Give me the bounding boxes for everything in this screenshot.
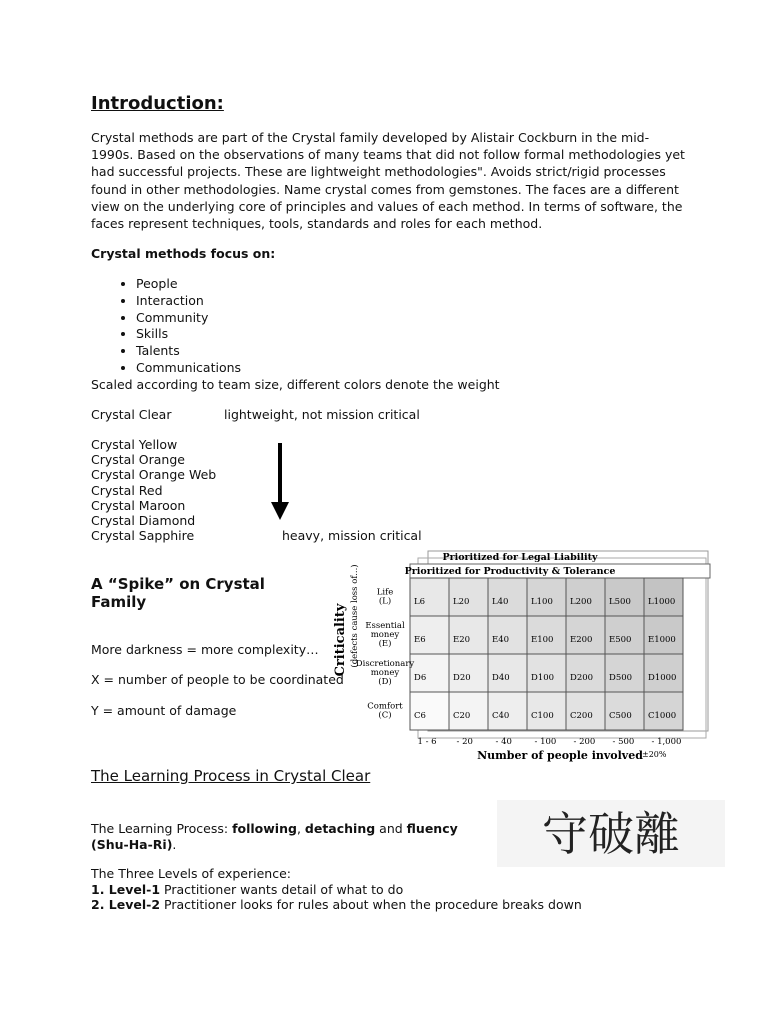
row-code: (C)	[378, 710, 392, 721]
cell-label: C1000	[648, 711, 677, 721]
calligraphy-text: 守破離	[542, 807, 680, 861]
intro-paragraph: Crystal methods are part of the Crystal family developed by Alistair Cockburn in the mid-1990s. Based on the observations of many teams that did not follow formal methodologies yet had successful projects. These are lightweight methodologies". Avoids strict/rigid processes found in other methodologies. Name crystal comes from gemstones. The faces are a different view on the underlying core of principles and values of each method. In terms of software, the faces represent techniques, tools, standards and roles for each method.	[91, 130, 685, 232]
cell-label: D500	[609, 673, 633, 683]
crystal-clear-desc: lightweight, not mission critical	[224, 407, 420, 422]
x-tick-label: - 100	[534, 737, 557, 747]
cell-label: C40	[492, 711, 510, 721]
header-legal-liability: Prioritized for Legal Liability	[442, 552, 598, 563]
y-axis-label: Criticality	[333, 603, 348, 677]
cell-label: L200	[570, 597, 592, 607]
level-2-num: 2. Level-2	[91, 897, 161, 912]
list-item: Crystal Orange	[91, 452, 185, 468]
cell-label: E500	[609, 635, 632, 645]
cell-label: C6	[414, 711, 426, 721]
word-following: following	[232, 821, 297, 836]
process-prefix: The Learning Process:	[91, 821, 233, 836]
x-axis-note: ±20%	[642, 750, 667, 759]
separator: and	[375, 821, 407, 836]
cell-label: E100	[531, 635, 554, 645]
cell-label: D20	[453, 673, 471, 683]
down-arrow-shaft	[278, 443, 282, 505]
crystal-clear-name: Crystal Clear	[91, 407, 172, 422]
cell-label: L1000	[648, 597, 676, 607]
level-1	[91, 882, 582, 898]
cell-label: E6	[414, 635, 426, 645]
row-label: Discretionary	[355, 659, 415, 669]
list-item: • People	[136, 276, 241, 293]
cell-label: E1000	[648, 635, 676, 645]
crystal-grid-chart	[330, 548, 720, 763]
list-item: • Talents	[136, 343, 241, 360]
row-label: Essential	[365, 621, 405, 631]
learning-heading: The Learning Process in Crystal Clear	[91, 767, 371, 785]
list-item: Crystal Maroon	[91, 497, 186, 513]
cell-label: L20	[453, 597, 470, 607]
x-tick-label: - 1,000	[651, 737, 682, 747]
list-item: Crystal Sapphire	[91, 528, 195, 544]
cell-label: C500	[609, 711, 632, 721]
crystal-list	[91, 437, 216, 543]
cell-label: D6	[414, 673, 427, 683]
cell-label: C100	[531, 711, 554, 721]
header-productivity: Prioritized for Productivity & Tolerance	[404, 566, 616, 577]
x-tick-label: - 200	[573, 737, 596, 747]
cell-label: L40	[492, 597, 509, 607]
intro-title: Introduction:	[91, 93, 224, 114]
list-item: • Communications	[136, 360, 241, 377]
row-code: (L)	[378, 596, 392, 607]
level-1-num: 1. Level-1	[91, 881, 161, 897]
sapphire-desc: heavy, mission critical	[282, 528, 422, 543]
row-labels	[356, 588, 415, 721]
list-item: • Community	[136, 310, 241, 327]
cell-label: D1000	[648, 673, 677, 683]
focus-list	[91, 276, 241, 377]
separator: ,	[296, 821, 305, 836]
calligraphy-svg	[497, 800, 725, 867]
learning-process	[91, 821, 458, 852]
list-item: • Skills	[136, 326, 241, 343]
period: .	[172, 836, 177, 852]
shuhari-calligraphy-image	[497, 800, 725, 867]
row-label: Comfort	[367, 701, 403, 712]
row-label: money	[370, 630, 400, 640]
cell-label: E40	[492, 635, 510, 645]
cell-label: D200	[570, 673, 594, 683]
levels-section	[91, 866, 582, 913]
level-1-text: Practitioner wants detail of what to do	[160, 881, 404, 897]
down-arrow-icon	[271, 502, 289, 520]
cell-label: D40	[492, 673, 510, 683]
note-y: Y = amount of damage	[91, 703, 237, 718]
cell-label: L500	[609, 597, 631, 607]
row-label: money	[370, 668, 400, 678]
cell-label: D100	[531, 673, 555, 683]
word-fluency: fluency	[406, 821, 458, 836]
word-detaching: detaching	[304, 821, 376, 836]
cell-label: E200	[570, 635, 593, 645]
x-tick-label: - 40	[495, 737, 512, 747]
shu-ha-ri: (Shu-Ha-Ri)	[91, 836, 173, 852]
cell-label: C20	[453, 711, 471, 721]
list-item: Crystal Diamond	[91, 513, 196, 529]
row-code: (E)	[378, 639, 392, 649]
x-tick-label: - 500	[612, 737, 635, 747]
crystal-grid-svg	[330, 548, 720, 763]
list-item: Crystal Yellow	[91, 437, 178, 452]
list-item: Crystal Red	[91, 482, 163, 498]
scaled-text: Scaled according to team size, different colors denote the weight	[91, 377, 500, 392]
cell-label: L100	[531, 597, 553, 607]
cell-label: L6	[414, 597, 426, 607]
row-code: (D)	[378, 677, 392, 687]
note-darkness: More darkness = more complexity…	[91, 642, 319, 657]
x-tick-label: 1 - 6	[417, 737, 437, 747]
list-item: Crystal Orange Web	[91, 467, 217, 483]
row-label: Life	[376, 587, 394, 598]
x-axis-label: Number of people involved	[477, 749, 643, 762]
cell-label: E20	[453, 635, 471, 645]
x-tick-label: - 20	[456, 737, 473, 747]
levels-intro: The Three Levels of experience:	[91, 866, 291, 881]
list-item: • Interaction	[136, 293, 241, 310]
level-2	[91, 897, 582, 913]
cell-label: C200	[570, 711, 593, 721]
grid-layer	[410, 578, 683, 730]
focus-heading: Crystal methods focus on:	[91, 246, 276, 261]
level-2-text: Practitioner looks for rules about when the procedure breaks down	[160, 897, 582, 912]
spike-heading: A “Spike” on Crystal Family	[91, 575, 265, 611]
note-x: X = number of people to be coordinated	[91, 672, 344, 687]
y-axis-sublabel: (defects cause loss of...)	[350, 564, 360, 668]
